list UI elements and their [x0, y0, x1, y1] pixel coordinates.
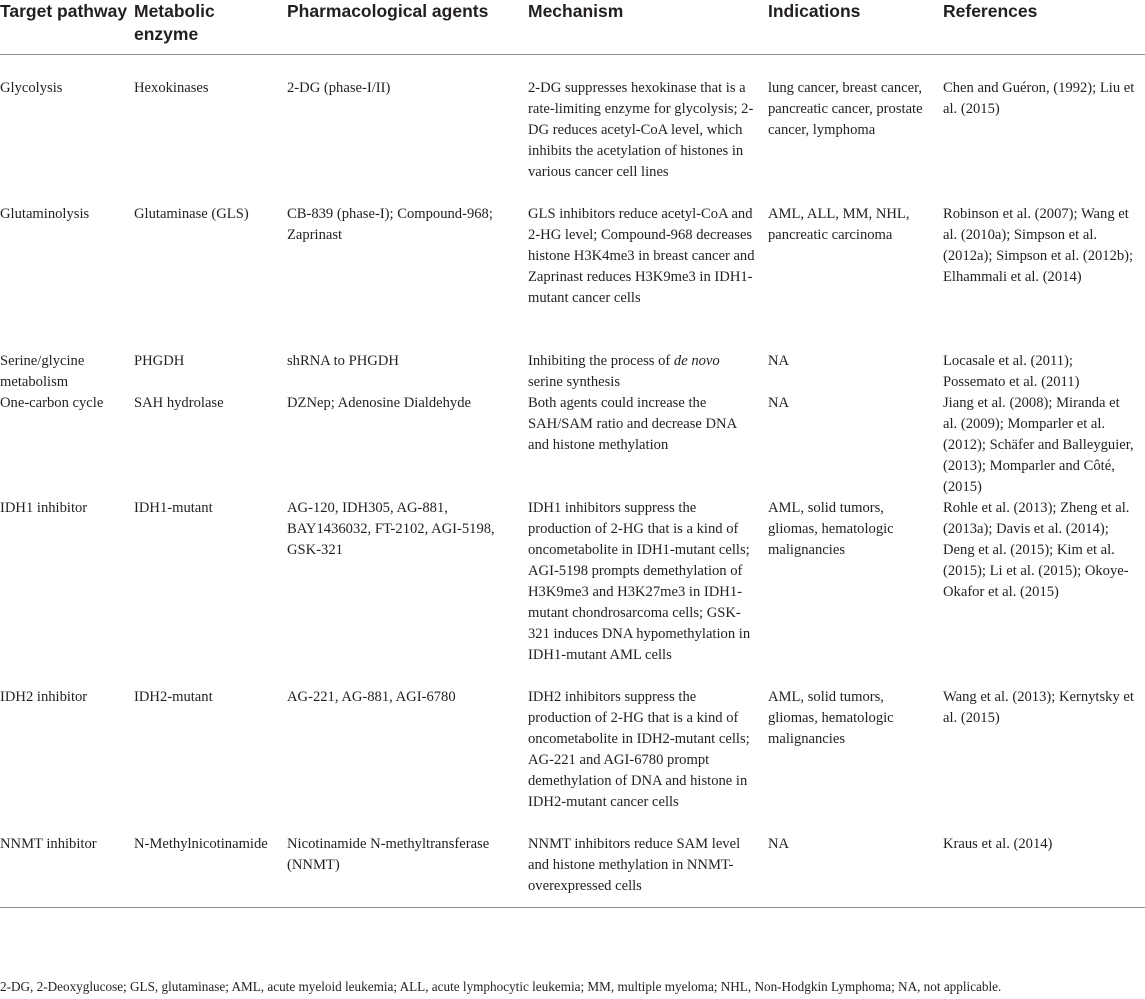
mechanism-text: serine synthesis [528, 374, 621, 390]
cell-indications: AML, solid tumors, gliomas, hematologic malignancies [768, 500, 894, 558]
mechanism-text: NNMT inhibitors reduce SAM level and histone methylation in NNMT-overexpressed cells [528, 836, 741, 894]
cell-indications: AML, ALL, MM, NHL, pancreatic carcinoma [768, 206, 910, 243]
cell-mechanism [528, 687, 768, 834]
cell-references: Kraus et al. (2014) [943, 836, 1053, 852]
cell-agents: AG-221, AG-881, AGI-6780 [287, 689, 456, 705]
cell-mechanism [528, 393, 768, 498]
table-row [0, 351, 1145, 393]
cell-agents: AG-120, IDH305, AG-881, BAY1436032, FT-2102, AGI-5198, GSK-321 [287, 500, 495, 558]
table-row [0, 687, 1145, 834]
table-footnote: 2-DG, 2-Deoxyglucose; GLS, glutaminase; AML, acute myeloid leukemia; ALL, acute lymphocytic leukemia; MM, multiple myeloma; NHL, Non-Hodgkin Lymphoma; NA, not applicable. [0, 979, 1002, 994]
cell-indications: lung cancer, breast cancer, pancreatic cancer, prostate cancer, lymphoma [768, 80, 923, 138]
cell-references: Wang et al. (2013); Kernytsky et al. (2015) [943, 689, 1134, 726]
cell-references: Jiang et al. (2008); Miranda et al. (2009); Momparler et al. (2012); Schäfer and Balleyguier, (2013); Momparler and Côté, (2015) [943, 395, 1134, 495]
cell-references: Robinson et al. (2007); Wang et al. (2010a); Simpson et al. (2012a); Simpson et al. (2012b); Elhammali et al. (2014) [943, 206, 1134, 285]
cell-pathway: Glycolysis [0, 80, 63, 96]
header-pharmacological-agents: Pharmacological agents [287, 1, 489, 21]
cell-mechanism [528, 204, 768, 351]
cell-enzyme: N-Methylnicotinamide [134, 836, 268, 852]
cell-agents: CB-839 (phase-I); Compound-968; Zaprinast [287, 206, 493, 243]
cell-mechanism [528, 834, 768, 908]
table-row [0, 498, 1145, 687]
mechanism-text: Inhibiting the process of [528, 353, 674, 369]
cell-indications: AML, solid tumors, gliomas, hematologic malignancies [768, 689, 894, 747]
cell-pathway: One-carbon cycle [0, 395, 104, 411]
header-metabolic-enzyme: Metabolic enzyme [134, 1, 215, 44]
cell-pathway: IDH1 inhibitor [0, 500, 88, 516]
cell-enzyme: SAH hydrolase [134, 395, 224, 411]
cell-enzyme: IDH2-mutant [134, 689, 213, 705]
header-row [0, 0, 1145, 55]
table-row [0, 204, 1145, 351]
cell-mechanism [528, 351, 768, 393]
mechanism-text: IDH1 inhibitors suppress the production of 2-HG that is a kind of oncometabolite in IDH1-mutant cells; AGI-5198 prompts demethylation of H3K9me3 and H3K27me3 in IDH1-mutant chondrosarcoma cells; GSK-321 induces DNA hypomethylation in IDH1-mutant AML cells [528, 500, 751, 663]
cell-pathway: Glutaminolysis [0, 206, 90, 222]
cell-agents: shRNA to PHGDH [287, 353, 399, 369]
mechanism-text: GLS inhibitors reduce acetyl-CoA and 2-HG level; Compound-968 decreases histone H3K4me3 in breast cancer and Zaprinast reduces H3K9me3 in IDH1-mutant cancer cells [528, 206, 755, 306]
cell-references: Rohle et al. (2013); Zheng et al. (2013a); Davis et al. (2014); Deng et al. (2015); Kim et al. (2015); Li et al. (2015); Okoye-Okafor et al. (2015) [943, 500, 1130, 600]
cell-pathway: Serine/glycine metabolism [0, 353, 85, 390]
cell-references: Chen and Guéron, (1992); Liu et al. (2015) [943, 80, 1135, 117]
table-row [0, 834, 1145, 908]
mechanism-text: IDH2 inhibitors suppress the production of 2-HG that is a kind of oncometabolite in IDH2-mutant cells; AG-221 and AGI-6780 prompt demethylation of DNA and histone in IDH2-mutant cancer cells [528, 689, 750, 810]
cell-enzyme: PHGDH [134, 353, 185, 369]
cell-enzyme: Hexokinases [134, 80, 209, 96]
cell-mechanism [528, 498, 768, 687]
cell-mechanism [528, 55, 768, 205]
header-target-pathway: Target pathway [0, 1, 128, 21]
cell-pathway: IDH2 inhibitor [0, 689, 88, 705]
cell-references: Locasale et al. (2011); Possemato et al. (2011) [943, 353, 1080, 390]
table-row [0, 393, 1145, 498]
mechanism-text: 2-DG suppresses hexokinase that is a rate-limiting enzyme for glycolysis; 2-DG reduces acetyl-CoA level, which inhibits the acetylation of histones in various cancer cell lines [528, 80, 754, 180]
header-indications: Indications [768, 1, 861, 21]
cell-enzyme: IDH1-mutant [134, 500, 213, 516]
table-row [0, 55, 1145, 205]
mechanism-italic-text: de novo [673, 353, 720, 369]
cell-agents: Nicotinamide N-methyltransferase (NNMT) [287, 836, 490, 873]
header-mechanism: Mechanism [528, 1, 624, 21]
cell-agents: 2-DG (phase-I/II) [287, 80, 391, 96]
cell-indications: NA [768, 353, 790, 369]
cell-enzyme: Glutaminase (GLS) [134, 206, 249, 222]
cell-indications: NA [768, 836, 790, 852]
header-references: References [943, 1, 1038, 21]
cell-indications: NA [768, 395, 790, 411]
mechanism-text: Both agents could increase the SAH/SAM ratio and decrease DNA and histone methylation [528, 395, 737, 453]
cell-agents: DZNep; Adenosine Dialdehyde [287, 395, 471, 411]
cell-pathway: NNMT inhibitor [0, 836, 97, 852]
